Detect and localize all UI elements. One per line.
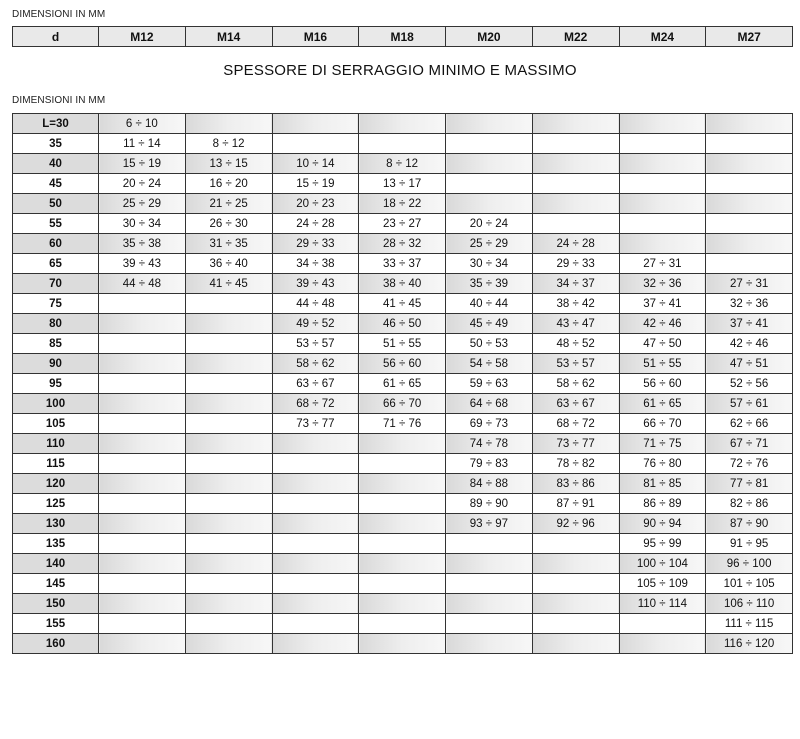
range-cell: 44 ÷ 48 [272,294,359,314]
row-length-label: 35 [13,134,99,154]
range-cell: 24 ÷ 28 [532,234,619,254]
row-length-label: 50 [13,194,99,214]
range-cell [185,634,272,654]
range-cell [359,134,446,154]
range-cell: 21 ÷ 25 [185,194,272,214]
table-row [13,634,793,654]
range-cell [272,134,359,154]
range-cell: 13 ÷ 17 [359,174,446,194]
header-size: M14 [185,27,272,47]
range-cell [532,574,619,594]
range-cell: 62 ÷ 66 [706,414,793,434]
range-cell: 76 ÷ 80 [619,454,706,474]
table-row [13,434,793,454]
range-cell: 46 ÷ 50 [359,314,446,334]
range-cell: 25 ÷ 29 [446,234,533,254]
range-cell [359,434,446,454]
range-cell: 34 ÷ 37 [532,274,619,294]
range-cell: 49 ÷ 52 [272,314,359,334]
header-label-d: d [13,27,99,47]
range-cell: 51 ÷ 55 [359,334,446,354]
range-cell [359,514,446,534]
range-cell: 24 ÷ 28 [272,214,359,234]
range-cell [272,534,359,554]
range-cell: 44 ÷ 48 [99,274,186,294]
range-cell: 87 ÷ 91 [532,494,619,514]
range-cell: 32 ÷ 36 [619,274,706,294]
range-cell: 83 ÷ 86 [532,474,619,494]
range-cell [359,494,446,514]
range-cell: 84 ÷ 88 [446,474,533,494]
range-cell: 47 ÷ 50 [619,334,706,354]
range-cell: 61 ÷ 65 [359,374,446,394]
row-length-label: 145 [13,574,99,594]
range-cell: 66 ÷ 70 [619,414,706,434]
range-cell: 29 ÷ 33 [272,234,359,254]
range-cell [99,374,186,394]
row-length-label: 160 [13,634,99,654]
row-length-label: 60 [13,234,99,254]
row-length-label: 135 [13,534,99,554]
range-cell [99,354,186,374]
range-cell [446,194,533,214]
range-cell: 96 ÷ 100 [706,554,793,574]
range-cell [619,114,706,134]
range-cell: 41 ÷ 45 [359,294,446,314]
range-cell: 29 ÷ 33 [532,254,619,274]
range-cell [185,334,272,354]
row-length-label: 65 [13,254,99,274]
range-cell: 35 ÷ 39 [446,274,533,294]
range-cell [446,114,533,134]
range-cell: 58 ÷ 62 [272,354,359,374]
range-cell: 30 ÷ 34 [99,214,186,234]
range-cell [99,534,186,554]
range-cell [706,134,793,154]
range-cell [99,514,186,534]
range-cell: 38 ÷ 40 [359,274,446,294]
range-cell: 16 ÷ 20 [185,174,272,194]
range-cell: 101 ÷ 105 [706,574,793,594]
range-cell: 50 ÷ 53 [446,334,533,354]
range-cell [359,574,446,594]
table-row [13,134,793,154]
range-cell [532,634,619,654]
row-length-label: 85 [13,334,99,354]
range-cell: 26 ÷ 30 [185,214,272,234]
row-length-label: 100 [13,394,99,414]
range-cell: 54 ÷ 58 [446,354,533,374]
range-cell: 77 ÷ 81 [706,474,793,494]
clamping-range-body [13,114,793,654]
range-cell: 10 ÷ 14 [272,154,359,174]
range-cell: 92 ÷ 96 [532,514,619,534]
range-cell: 116 ÷ 120 [706,634,793,654]
row-length-label: 115 [13,454,99,474]
range-cell [272,554,359,574]
table-row [13,594,793,614]
row-length-label: L=30 [13,114,99,134]
range-cell [619,614,706,634]
row-length-label: 40 [13,154,99,174]
range-cell [706,194,793,214]
range-cell: 15 ÷ 19 [272,174,359,194]
dimension-note-top: DIMENSIONI IN MM [12,9,106,20]
range-cell: 41 ÷ 45 [185,274,272,294]
table-row [13,274,793,294]
range-cell: 89 ÷ 90 [446,494,533,514]
header-size: M16 [272,27,359,47]
range-cell: 35 ÷ 38 [99,234,186,254]
range-cell: 20 ÷ 24 [446,214,533,234]
range-cell [272,614,359,634]
clamping-range-table [12,113,793,654]
table-row [13,234,793,254]
range-cell [185,354,272,374]
table-row [13,394,793,414]
range-cell: 73 ÷ 77 [272,414,359,434]
range-cell [532,214,619,234]
range-cell [532,554,619,574]
range-cell: 27 ÷ 31 [619,254,706,274]
table-row [13,554,793,574]
range-cell: 73 ÷ 77 [532,434,619,454]
range-cell: 32 ÷ 36 [706,294,793,314]
range-cell: 40 ÷ 44 [446,294,533,314]
table-row [13,534,793,554]
range-cell [99,474,186,494]
range-cell [706,214,793,234]
row-length-label: 95 [13,374,99,394]
table-row [13,414,793,434]
range-cell: 20 ÷ 23 [272,194,359,214]
range-cell [706,114,793,134]
range-cell [446,134,533,154]
range-cell: 20 ÷ 24 [99,174,186,194]
range-cell: 42 ÷ 46 [706,334,793,354]
range-cell [99,614,186,634]
range-cell: 95 ÷ 99 [619,534,706,554]
range-cell [99,574,186,594]
header-size: M20 [446,27,533,47]
row-length-label: 110 [13,434,99,454]
range-cell: 37 ÷ 41 [706,314,793,334]
table-row [13,514,793,534]
range-cell: 106 ÷ 110 [706,594,793,614]
range-cell: 13 ÷ 15 [185,154,272,174]
range-cell [532,194,619,214]
range-cell: 28 ÷ 32 [359,234,446,254]
range-cell: 74 ÷ 78 [446,434,533,454]
range-cell [532,134,619,154]
table-row [13,334,793,354]
range-cell: 86 ÷ 89 [619,494,706,514]
range-cell [99,554,186,574]
range-cell [272,474,359,494]
row-length-label: 90 [13,354,99,374]
range-cell: 34 ÷ 38 [272,254,359,274]
table-row [13,574,793,594]
row-length-label: 75 [13,294,99,314]
range-cell: 68 ÷ 72 [272,394,359,414]
table-row [13,194,793,214]
range-cell [272,514,359,534]
range-cell [185,114,272,134]
row-length-label: 140 [13,554,99,574]
range-cell [619,194,706,214]
range-cell [359,634,446,654]
range-cell: 61 ÷ 65 [619,394,706,414]
row-length-label: 155 [13,614,99,634]
range-cell [272,574,359,594]
range-cell [185,394,272,414]
range-cell [359,554,446,574]
range-cell [359,474,446,494]
row-length-label: 130 [13,514,99,534]
range-cell: 57 ÷ 61 [706,394,793,414]
range-cell [185,534,272,554]
range-cell [185,594,272,614]
header-size: M24 [619,27,706,47]
range-cell: 42 ÷ 46 [619,314,706,334]
table-row [13,294,793,314]
range-cell: 58 ÷ 62 [532,374,619,394]
header-size: M22 [532,27,619,47]
range-cell: 87 ÷ 90 [706,514,793,534]
range-cell: 53 ÷ 57 [532,354,619,374]
range-cell: 81 ÷ 85 [619,474,706,494]
range-cell [359,614,446,634]
row-length-label: 125 [13,494,99,514]
dimension-note-table: DIMENSIONI IN MM [12,95,106,106]
row-length-label: 70 [13,274,99,294]
table-row [13,454,793,474]
range-cell [359,114,446,134]
row-length-label: 150 [13,594,99,614]
range-cell: 56 ÷ 60 [619,374,706,394]
range-cell: 100 ÷ 104 [619,554,706,574]
range-cell [619,174,706,194]
range-cell [185,554,272,574]
range-cell: 25 ÷ 29 [99,194,186,214]
range-cell [619,234,706,254]
range-cell [99,594,186,614]
range-cell: 71 ÷ 75 [619,434,706,454]
range-cell [185,614,272,634]
range-cell [99,314,186,334]
range-cell: 71 ÷ 76 [359,414,446,434]
range-cell: 36 ÷ 40 [185,254,272,274]
range-cell: 23 ÷ 27 [359,214,446,234]
table-row [13,254,793,274]
range-cell [99,294,186,314]
table-row [13,214,793,234]
range-cell: 37 ÷ 41 [619,294,706,314]
range-cell [619,154,706,174]
range-cell: 63 ÷ 67 [532,394,619,414]
range-cell: 68 ÷ 72 [532,414,619,434]
range-cell [446,594,533,614]
range-cell [272,634,359,654]
range-cell: 90 ÷ 94 [619,514,706,534]
range-cell: 59 ÷ 63 [446,374,533,394]
header-row [13,27,793,47]
range-cell [185,374,272,394]
range-cell [99,454,186,474]
row-length-label: 80 [13,314,99,334]
range-cell [532,174,619,194]
range-cell: 82 ÷ 86 [706,494,793,514]
range-cell [446,634,533,654]
range-cell: 67 ÷ 71 [706,434,793,454]
range-cell [185,294,272,314]
range-cell [185,314,272,334]
range-cell [99,434,186,454]
range-cell: 38 ÷ 42 [532,294,619,314]
table-row [13,614,793,634]
range-cell [99,414,186,434]
range-cell: 105 ÷ 109 [619,574,706,594]
range-cell: 69 ÷ 73 [446,414,533,434]
range-cell: 27 ÷ 31 [706,274,793,294]
range-cell [532,594,619,614]
range-cell [272,114,359,134]
range-cell: 111 ÷ 115 [706,614,793,634]
row-length-label: 105 [13,414,99,434]
range-cell: 64 ÷ 68 [446,394,533,414]
header-size: M12 [99,27,186,47]
range-cell: 33 ÷ 37 [359,254,446,274]
range-cell: 31 ÷ 35 [185,234,272,254]
range-cell [619,214,706,234]
range-cell [532,534,619,554]
range-cell [185,454,272,474]
range-cell: 43 ÷ 47 [532,314,619,334]
table-row [13,174,793,194]
range-cell: 79 ÷ 83 [446,454,533,474]
range-cell [706,254,793,274]
row-length-label: 120 [13,474,99,494]
range-cell: 8 ÷ 12 [185,134,272,154]
range-cell [446,574,533,594]
table-row [13,494,793,514]
range-cell [99,334,186,354]
range-cell [185,514,272,534]
range-cell [446,154,533,174]
header-size: M18 [359,27,446,47]
range-cell: 53 ÷ 57 [272,334,359,354]
range-cell: 48 ÷ 52 [532,334,619,354]
range-cell [272,494,359,514]
range-cell: 47 ÷ 51 [706,354,793,374]
range-cell: 66 ÷ 70 [359,394,446,414]
range-cell [99,394,186,414]
range-cell [185,414,272,434]
range-cell [532,614,619,634]
range-cell: 56 ÷ 60 [359,354,446,374]
range-cell [532,114,619,134]
range-cell [272,434,359,454]
row-length-label: 45 [13,174,99,194]
range-cell [706,174,793,194]
table-row [13,474,793,494]
range-cell: 110 ÷ 114 [619,594,706,614]
range-cell [185,434,272,454]
range-cell: 8 ÷ 12 [359,154,446,174]
range-cell: 30 ÷ 34 [446,254,533,274]
range-cell: 45 ÷ 49 [446,314,533,334]
page-title: SPESSORE DI SERRAGGIO MINIMO E MASSIMO [223,62,577,79]
table-row [13,354,793,374]
range-cell [446,614,533,634]
range-cell [185,474,272,494]
table-row [13,314,793,334]
range-cell [706,234,793,254]
range-cell [619,134,706,154]
range-cell [532,154,619,174]
range-cell [706,154,793,174]
range-cell [446,174,533,194]
row-length-label: 55 [13,214,99,234]
range-cell: 51 ÷ 55 [619,354,706,374]
range-cell: 18 ÷ 22 [359,194,446,214]
range-cell [359,454,446,474]
table-row [13,154,793,174]
range-cell [99,634,186,654]
range-cell: 6 ÷ 10 [99,114,186,134]
table-row [13,374,793,394]
header-size: M27 [706,27,793,47]
range-cell [446,554,533,574]
range-cell: 11 ÷ 14 [99,134,186,154]
table-row [13,114,793,134]
range-cell: 91 ÷ 95 [706,534,793,554]
range-cell [272,594,359,614]
range-cell [619,634,706,654]
range-cell [185,494,272,514]
range-cell: 93 ÷ 97 [446,514,533,534]
range-cell: 78 ÷ 82 [532,454,619,474]
range-cell: 63 ÷ 67 [272,374,359,394]
range-cell [185,574,272,594]
range-cell [99,494,186,514]
range-cell: 39 ÷ 43 [272,274,359,294]
range-cell [446,534,533,554]
range-cell: 15 ÷ 19 [99,154,186,174]
range-cell: 39 ÷ 43 [99,254,186,274]
range-cell [272,454,359,474]
range-cell [359,594,446,614]
size-header-table [12,26,793,47]
range-cell: 72 ÷ 76 [706,454,793,474]
range-cell: 52 ÷ 56 [706,374,793,394]
range-cell [359,534,446,554]
